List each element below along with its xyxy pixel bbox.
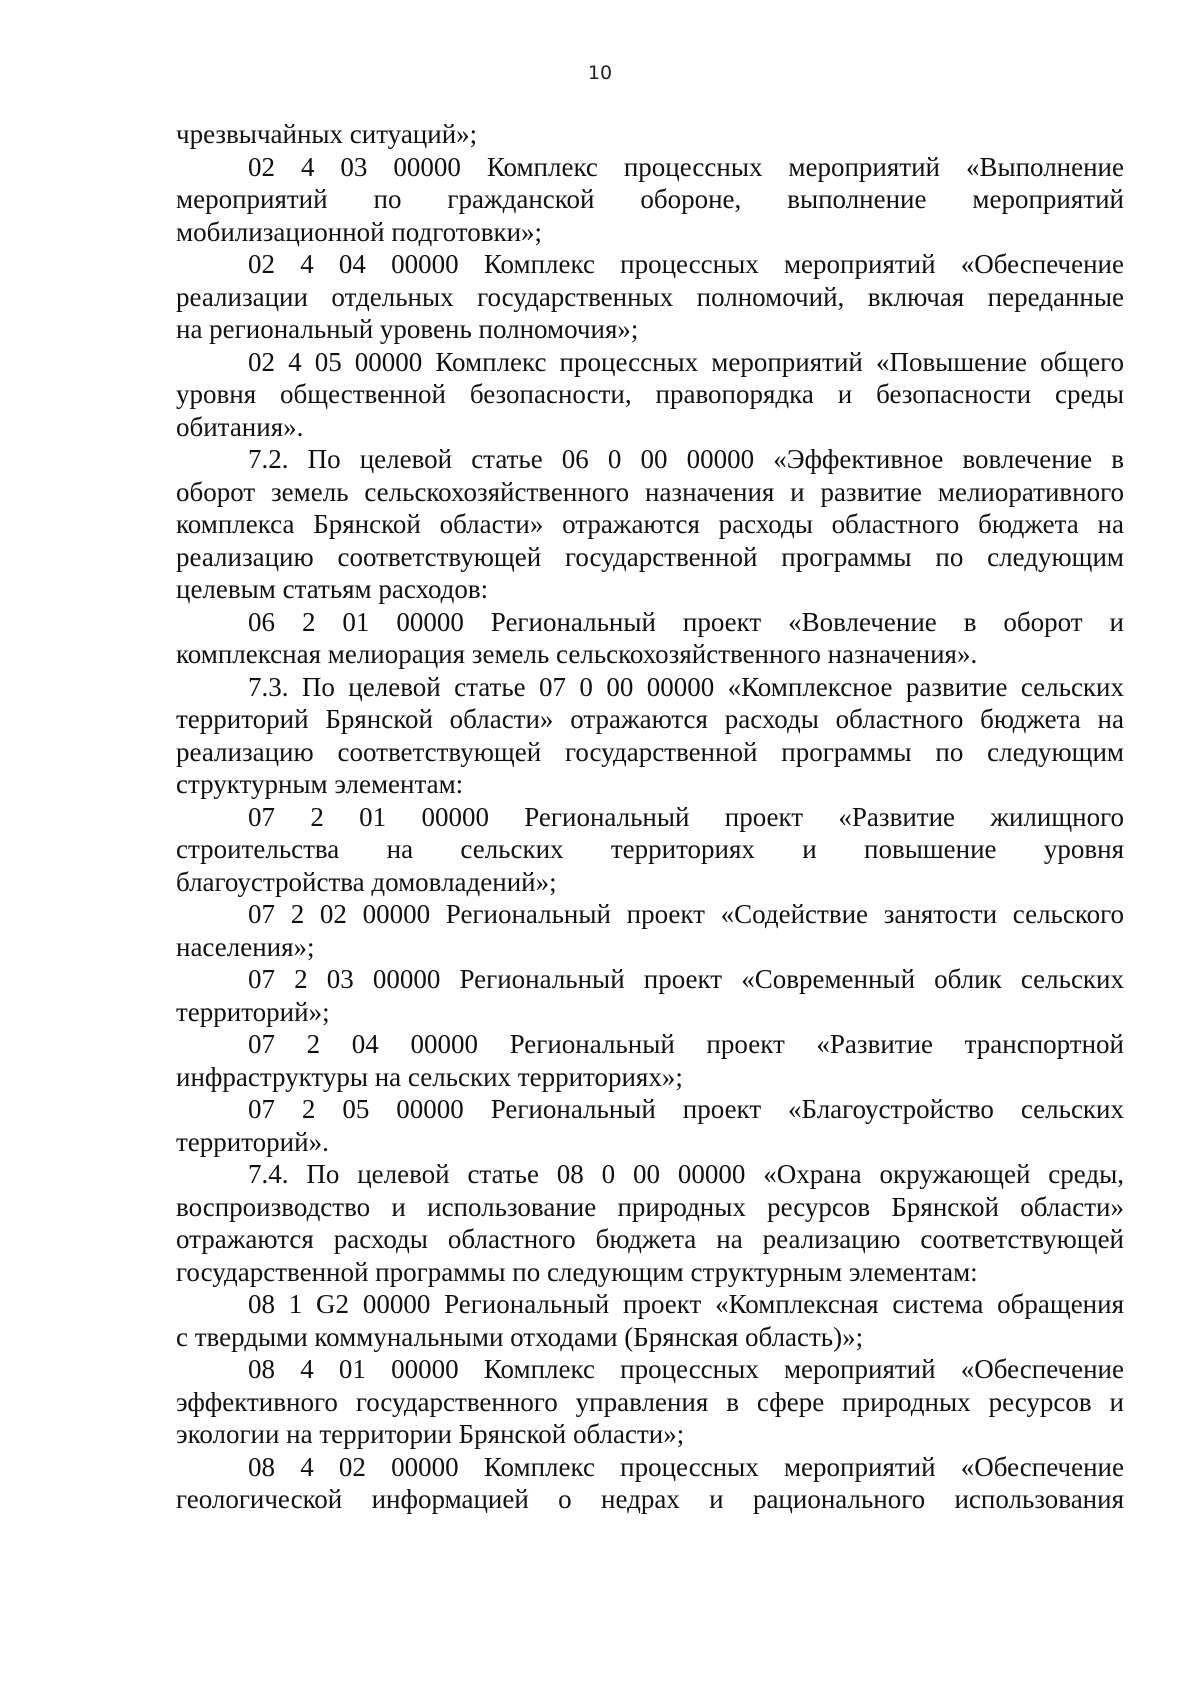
text-line: оборот земель сельскохозяйственного назначения и развитие мелиоративного — [176, 476, 1124, 507]
text-line: 02 4 04 00000 Комплекс процессных мероприятий «Обеспечение — [248, 249, 1124, 279]
text-line: с твердыми коммунальными отходами (Брянская область)»; — [176, 1321, 864, 1352]
text-line: реализации отдельных государственных полномочий, включая переданные — [176, 281, 1124, 312]
text-line: 08 1 G2 00000 Региональный проект «Комплексная система обращения — [248, 1289, 1124, 1319]
text-line: комплексная мелиорация земель сельскохозяйственного назначения». — [176, 639, 978, 669]
text-line: 07 2 03 00000 Региональный проект «Современный облик сельских — [248, 964, 1124, 994]
text-line: 7.2. По целевой статье 06 0 00 00000 «Эффективное вовлечение в — [248, 444, 1124, 474]
text-line: государственной программы по следующим структурным элементам: — [176, 1256, 978, 1287]
text-line: мобилизационной подготовки»; — [176, 216, 543, 247]
text-line: комплекса Брянской области» отражаются расходы областного бюджета на — [176, 509, 1124, 539]
text-line: чрезвычайных ситуаций»; — [176, 119, 478, 149]
text-line: реализацию соответствующей государственной программы по следующим — [176, 736, 1124, 767]
text-line: территорий». — [176, 1126, 329, 1157]
text-line: 07 2 05 00000 Региональный проект «Благоустройство сельских — [248, 1094, 1124, 1124]
text-line: благоустройства домовладений»; — [176, 866, 557, 897]
text-line: на региональный уровень полномочия»; — [176, 314, 639, 344]
text-line: 06 2 01 00000 Региональный проект «Вовлечение в оборот и — [248, 606, 1124, 637]
text-line: территорий Брянской области» отражаются расходы областного бюджета на — [176, 704, 1124, 734]
text-line: воспроизводство и использование природных ресурсов Брянской области» — [176, 1191, 1124, 1222]
text-line: 08 4 01 00000 Комплекс процессных мероприятий «Обеспечение — [248, 1354, 1124, 1384]
page-number: 10 — [587, 62, 613, 84]
text-line: 08 4 02 00000 Комплекс процессных мероприятий «Обеспечение — [248, 1451, 1124, 1482]
text-line: строительства на сельских территориях и повышение уровня — [176, 834, 1124, 864]
text-line: эффективного государственного управления в сфере природных ресурсов и — [176, 1386, 1124, 1417]
text-line: 07 2 02 00000 Региональный проект «Содействие занятости сельского — [248, 899, 1124, 929]
text-line: 02 4 05 00000 Комплекс процессных мероприятий «Повышение общего — [248, 346, 1124, 377]
text-line: экологии на территории Брянской области»; — [176, 1419, 685, 1449]
text-line: отражаются расходы областного бюджета на реализацию соответствующей — [176, 1224, 1124, 1254]
document-body — [176, 118, 1124, 1516]
text-line: инфраструктуры на сельских территориях»; — [176, 1061, 683, 1092]
text-line: геологической информацией о недрах и рационального использования — [176, 1484, 1124, 1514]
text-line: территорий»; — [176, 996, 330, 1027]
text-line: уровня общественной безопасности, правопорядка и безопасности среды — [176, 379, 1124, 409]
text-line: мероприятий по гражданской обороне, выполнение мероприятий — [176, 184, 1124, 214]
text-line: 02 4 03 00000 Комплекс процессных мероприятий «Выполнение — [248, 151, 1124, 182]
text-line: целевым статьям расходов: — [176, 574, 489, 604]
text-line: обитания». — [176, 411, 304, 442]
text-line: 7.4. По целевой статье 08 0 00 00000 «Охрана окружающей среды, — [248, 1159, 1124, 1189]
text-line: населения»; — [176, 931, 315, 962]
text-line: реализацию соответствующей государственной программы по следующим — [176, 541, 1124, 572]
text-line: 7.3. По целевой статье 07 0 00 00000 «Комплексное развитие сельских — [248, 671, 1124, 702]
text-line: 07 2 04 00000 Региональный проект «Развитие транспортной — [248, 1029, 1124, 1059]
text-line: структурным элементам: — [176, 769, 464, 799]
text-line: 07 2 01 00000 Региональный проект «Развитие жилищного — [248, 801, 1124, 832]
